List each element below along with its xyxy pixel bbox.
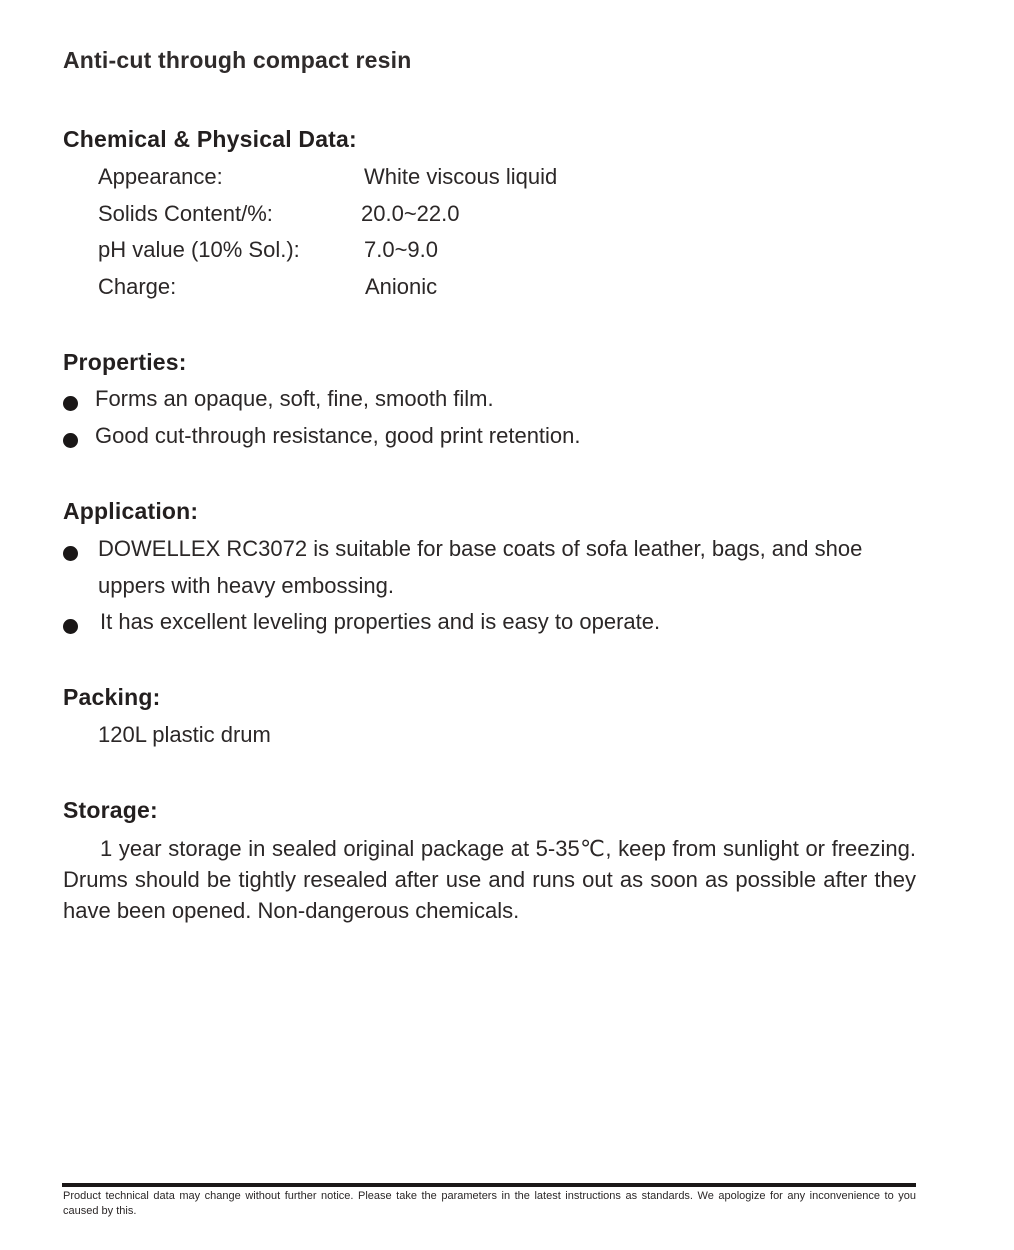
chemical-row-value: White viscous liquid <box>364 164 558 189</box>
application-item-line: uppers with heavy embossing. <box>98 573 394 598</box>
application-heading: Application: <box>63 498 199 524</box>
properties-item: Forms an opaque, soft, fine, smooth film. <box>95 386 494 411</box>
bullet-dot <box>63 433 78 448</box>
chemical-row-ph <box>98 237 439 263</box>
chemical-row-label: Charge: <box>98 274 177 299</box>
packing-heading: Packing: <box>63 684 161 710</box>
chemical-row-label: Appearance: <box>98 164 223 189</box>
packing-text: 120L plastic drum <box>98 722 271 747</box>
bullet-dot <box>63 619 78 634</box>
application-item: It has excellent leveling properties and is easy to operate. <box>100 609 661 634</box>
chemical-row-value: 20.0~22.0 <box>361 201 460 226</box>
chemical-data-heading: Chemical & Physical Data: <box>63 126 357 152</box>
footer-divider <box>62 1183 916 1187</box>
chemical-row-appearance <box>98 164 558 190</box>
storage-paragraph: 1 year storage in sealed original package at 5-35℃, keep from sunlight or freezing. Drums should be tightly resealed after use and runs out as soon as possible after they have been opened. Non-dangerous chemicals. <box>63 836 916 923</box>
bullet-dot <box>63 546 78 561</box>
properties-item: Good cut-through resistance, good print retention. <box>95 423 581 448</box>
chemical-row-value: Anionic <box>365 274 438 299</box>
document-title: Anti-cut through compact resin <box>63 47 412 73</box>
chemical-row-label: Solids Content/%: <box>98 201 273 226</box>
chemical-row-label: pH value (10% Sol.): <box>98 237 300 262</box>
chemical-row-solids <box>98 201 460 227</box>
bullet-dot <box>63 396 78 411</box>
application-item-line: DOWELLEX RC3072 is suitable for base coats of sofa leather, bags, and shoe <box>98 536 863 561</box>
storage-heading: Storage: <box>63 797 158 823</box>
footer-disclaimer: Product technical data may change without further notice. Please take the parameters in the latest instructions as standards. We apologize for any inconvenience to you caused by this. <box>63 1190 916 1217</box>
properties-heading: Properties: <box>63 349 187 375</box>
chemical-row-charge <box>98 274 438 300</box>
chemical-row-value: 7.0~9.0 <box>364 237 439 262</box>
